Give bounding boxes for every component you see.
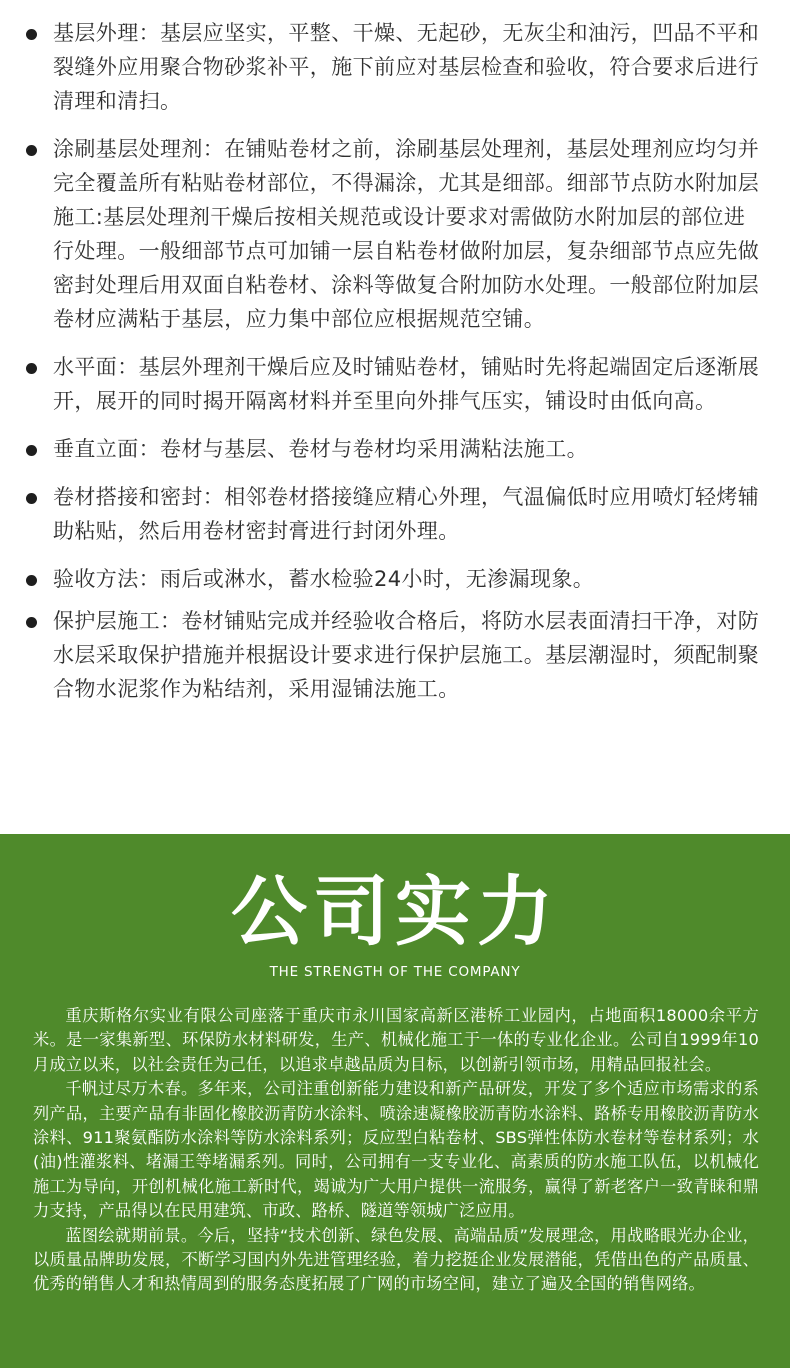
bullet-dot-icon (26, 617, 37, 628)
list-item (26, 350, 766, 418)
bullet-dot-icon (26, 445, 37, 456)
bullet-dot-icon (26, 145, 37, 156)
step-text: 卷材搭接和密封：相邻卷材搭接缝应精心外理，气温偏低时应用喷灯轻烤辅助粘贴，然后用卷材密封膏进行封闭外理。 (53, 485, 760, 543)
step-text: 垂直立面：卷材与基层、卷材与卷材均采用满粘法施工。 (53, 437, 588, 461)
list-item (26, 16, 766, 118)
list-item (26, 132, 766, 336)
company-paragraph: 千帆过尽万木春。多年来，公司注重创新能力建设和新产品研发，开发了多个适应市场需求的系列产品，主要产品有非固化橡胶沥青防水涂料、喷涂速凝橡胶沥青防水涂料、路桥专用橡胶沥青防水涂料、911聚氨酯防水涂料等防水涂料系列；反应型白粘卷材、SBS弹性体防水卷材等卷材系列；水(油)性灌浆料、堵漏王等堵漏系列。同时，公司拥有一支专业化、高素质的防水施工队伍，以机械化施工为导向，开创机械化施工新时代，竭诚为广大用户提供一流服务，赢得了新老客户一致青睐和鼎力支持，产品得以在民用建筑、市政、路桥、隧道等领城广泛应用。 (33, 1079, 759, 1221)
step-text: 基层外理：基层应坚实，平整、干燥、无起砂，无灰尘和油污，凹品不平和裂缝外应用聚合物砂浆补平，施下前应对基层检查和验收，符合要求后进行清理和清扫。 (53, 21, 760, 113)
company-strength-section (0, 834, 790, 1368)
list-item (26, 432, 766, 466)
section-subtitle: THE STRENGTH OF THE COMPANY (269, 964, 521, 980)
step-text: 涂刷基层处理剂：在铺贴卷材之前，涂刷基层处理剂，基层处理剂应均匀并完全覆盖所有粘贴卷材部位，不得漏涂，尤其是细部。细部节点防水附加层施工:基层处理剂干燥后按相关规范或设计要求对需做防水附加层的部位进行处理。一般细部节点可加铺一层自粘卷材做附加层，复杂细部节点应先做密封处理后用双面自粘卷材、涂料等做复合附加防水处理。一般部位附加层卷材应满粘于基层，应力集中部位应根据规范空铺。 (53, 137, 760, 331)
step-text: 验收方法：雨后或淋水，蓄水检验24小时，无渗漏现象。 (53, 567, 595, 591)
bullet-dot-icon (26, 575, 37, 586)
bullet-dot-icon (26, 493, 37, 504)
list-item (26, 562, 766, 596)
list-item (26, 604, 766, 706)
company-description (33, 1004, 759, 1297)
list-item (26, 480, 766, 548)
section-title: 公司实力 (231, 867, 559, 956)
step-text: 水平面：基层外理剂干燥后应及时铺贴卷材，铺贴时先将起端固定后逐渐展开，展开的同时揭开隔离材料并至里向外排气压实，铺设时由低向高。 (53, 355, 760, 413)
bullet-dot-icon (26, 363, 37, 374)
step-text: 保护层施工：卷材铺贴完成并经验收合格后，将防水层表面清扫干净，对防水层采取保护措施并根据设计要求进行保护层施工。基层潮湿时，须配制聚合物水泥浆作为粘结剂，采用湿铺法施工。 (53, 609, 760, 701)
company-paragraph: 重庆斯格尔实业有限公司座落于重庆市永川国家高新区港桥工业园内，占地面积18000余平方米。是一家集新型、环保防水材料研发，生产、机械化施工于一体的专业化企业。公司自1999年10月成立以来，以社会责任为己任，以追求卓越品质为目标，以创新引领市场，用精品回报社会。 (33, 1006, 759, 1074)
construction-steps-list (0, 16, 790, 720)
bullet-dot-icon (26, 29, 37, 40)
company-paragraph: 蓝图绘就期前景。今后，坚持“技术创新、绿色发展、高端品质”发展理念，用战略眼光办企业，以质量品牌助发展，不断学习国内外先进管理经验，着力挖挺企业发展潜能，凭借出色的产品质量、优秀的销售人才和热情周到的服务态度拓展了广网的市场空间，建立了遍及全国的销售网络。 (33, 1225, 759, 1294)
